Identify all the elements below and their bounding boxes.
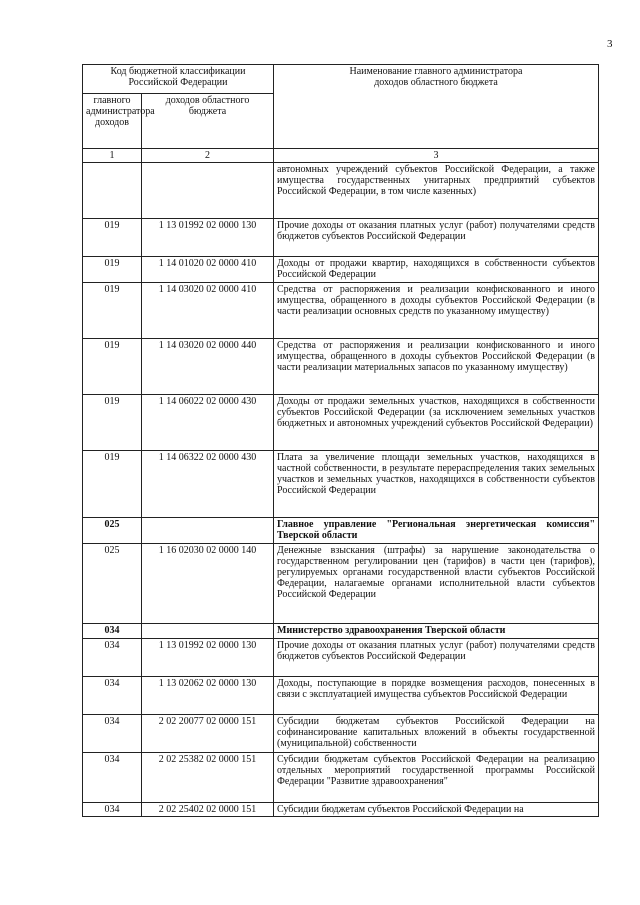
admin-code-cell: 034 — [83, 677, 142, 715]
revenue-code-cell — [142, 624, 274, 639]
table-row — [83, 451, 599, 518]
revenue-code-cell: 1 13 01992 02 0000 130 — [142, 219, 274, 257]
revenue-name-cell: Доходы от продажи земельных участков, находящихся в собственности субъектов Российской Федерации (за исключением земельных участков бюджетных и автономных учреждений субъектов Российской Федерации) — [274, 395, 599, 451]
table-row — [83, 677, 599, 715]
revenue-code-cell: 1 13 01992 02 0000 130 — [142, 639, 274, 677]
table-row — [83, 257, 599, 283]
table-row — [83, 544, 599, 624]
admin-code-cell: 019 — [83, 395, 142, 451]
revenue-code-cell: 1 13 02062 02 0000 130 — [142, 677, 274, 715]
revenue-name-cell: Субсидии бюджетам субъектов Российской Федерации на софинансирование капитальных вложений в объекты государственной (муниципальной) собственности — [274, 715, 599, 753]
revenue-code-cell: 2 02 25382 02 0000 151 — [142, 753, 274, 803]
revenue-code-cell: 1 14 06022 02 0000 430 — [142, 395, 274, 451]
revenue-code-cell: 1 14 01020 02 0000 410 — [142, 257, 274, 283]
revenue-name-cell: Прочие доходы от оказания платных услуг (работ) получателями средств бюджетов субъектов Российской Федерации — [274, 219, 599, 257]
revenue-code-cell: 1 16 02030 02 0000 140 — [142, 544, 274, 624]
admin-code-cell: 019 — [83, 451, 142, 518]
administrator-group-row — [83, 624, 599, 639]
revenue-name-cell: Субсидии бюджетам субъектов Российской Федерации на реализацию отдельных мероприятий государственной программы Российской Федерации "Развитие здравоохранения" — [274, 753, 599, 803]
table-row — [83, 283, 599, 339]
code-column-header — [142, 94, 274, 149]
admin-code-cell — [83, 163, 142, 219]
revenue-code-cell: 1 14 03020 02 0000 410 — [142, 283, 274, 339]
table-row — [83, 163, 599, 219]
revenue-name-cell: Средства от распоряжения и реализации конфискованного и иного имущества, обращенного в доходы субъектов Российской Федерации (в части реализации основных средств по указанному имуществу) — [274, 283, 599, 339]
revenue-name-cell: автономных учреждений субъектов Российской Федерации, а также имущества государственных унитарных предприятий субъектов Российской Федерации, в том числе казенных) — [274, 163, 599, 219]
admin-code-cell: 019 — [83, 257, 142, 283]
column-number-1: 1 — [83, 149, 142, 163]
revenue-administrators-table — [82, 64, 599, 817]
table-row — [83, 339, 599, 395]
admin-code-cell: 034 — [83, 803, 142, 817]
administrator-group-row — [83, 518, 599, 544]
admin-code-cell: 019 — [83, 219, 142, 257]
admin-code-cell: 034 — [83, 753, 142, 803]
table-row — [83, 395, 599, 451]
admin-code-cell: 034 — [83, 639, 142, 677]
kbk-header: Код бюджетной классификации Российской Федерации — [83, 65, 274, 94]
admin-code-cell: 034 — [83, 624, 142, 639]
table-row — [83, 753, 599, 803]
revenue-code-cell: 1 14 06322 02 0000 430 — [142, 451, 274, 518]
column-number-row — [83, 149, 599, 163]
admin-code-cell: 025 — [83, 518, 142, 544]
revenue-code-cell — [142, 518, 274, 544]
revenue-name-cell: Субсидии бюджетам субъектов Российской Федерации на — [274, 803, 599, 817]
name-column-header-text: Наименование главного администратора доходов областного бюджета — [349, 66, 523, 88]
column-number-2: 2 — [142, 149, 274, 163]
header-row-top — [83, 65, 599, 94]
revenue-name-cell: Средства от распоряжения и реализации конфискованного и иного имущества, обращенного в доходы субъектов Российской Федерации (в части реализации материальных запасов по указанному имуществу) — [274, 339, 599, 395]
administrator-name-cell: Главное управление "Региональная энергетическая комиссия" Тверской области — [274, 518, 599, 544]
revenue-code-cell: 2 02 20077 02 0000 151 — [142, 715, 274, 753]
table-row — [83, 639, 599, 677]
revenue-name-cell: Доходы, поступающие в порядке возмещения расходов, понесенных в связи с эксплуатацией имущества субъектов Российской Федерации — [274, 677, 599, 715]
revenue-code-cell: 2 02 25402 02 0000 151 — [142, 803, 274, 817]
page-number: 3 — [607, 38, 613, 50]
revenue-name-cell: Прочие доходы от оказания платных услуг (работ) получателями средств бюджетов субъектов Российской Федерации — [274, 639, 599, 677]
table-row — [83, 803, 599, 817]
table-row — [83, 219, 599, 257]
admin-code-cell: 019 — [83, 339, 142, 395]
column-number-3: 3 — [274, 149, 599, 163]
revenue-name-cell: Плата за увеличение площади земельных участков, находящихся в частной собственности, в результате перераспределения таких земельных участков и земельных участков, находящихся в собственности субъектов Российской Федерации — [274, 451, 599, 518]
code-column-header-text: доходов областного бюджета — [165, 95, 250, 117]
admin-code-cell: 034 — [83, 715, 142, 753]
administrator-name-cell: Министерство здравоохранения Тверской области — [274, 624, 599, 639]
revenue-code-cell: 1 14 03020 02 0000 440 — [142, 339, 274, 395]
admin-code-cell: 019 — [83, 283, 142, 339]
revenue-name-cell: Денежные взыскания (штрафы) за нарушение законодательства о государственном регулировании цен (тарифов) в части цен (тарифов), регулируемых органами государственной власти субъектов Российской Федерации, налагаемые органами исполнительной власти субъектов Российской Федерации — [274, 544, 599, 624]
admin-code-cell: 025 — [83, 544, 142, 624]
table-row — [83, 715, 599, 753]
revenue-code-cell — [142, 163, 274, 219]
name-column-header — [274, 65, 599, 149]
admin-column-header: главного администратора доходов — [83, 94, 142, 149]
revenue-name-cell: Доходы от продажи квартир, находящихся в собственности субъектов Российской Федерации — [274, 257, 599, 283]
